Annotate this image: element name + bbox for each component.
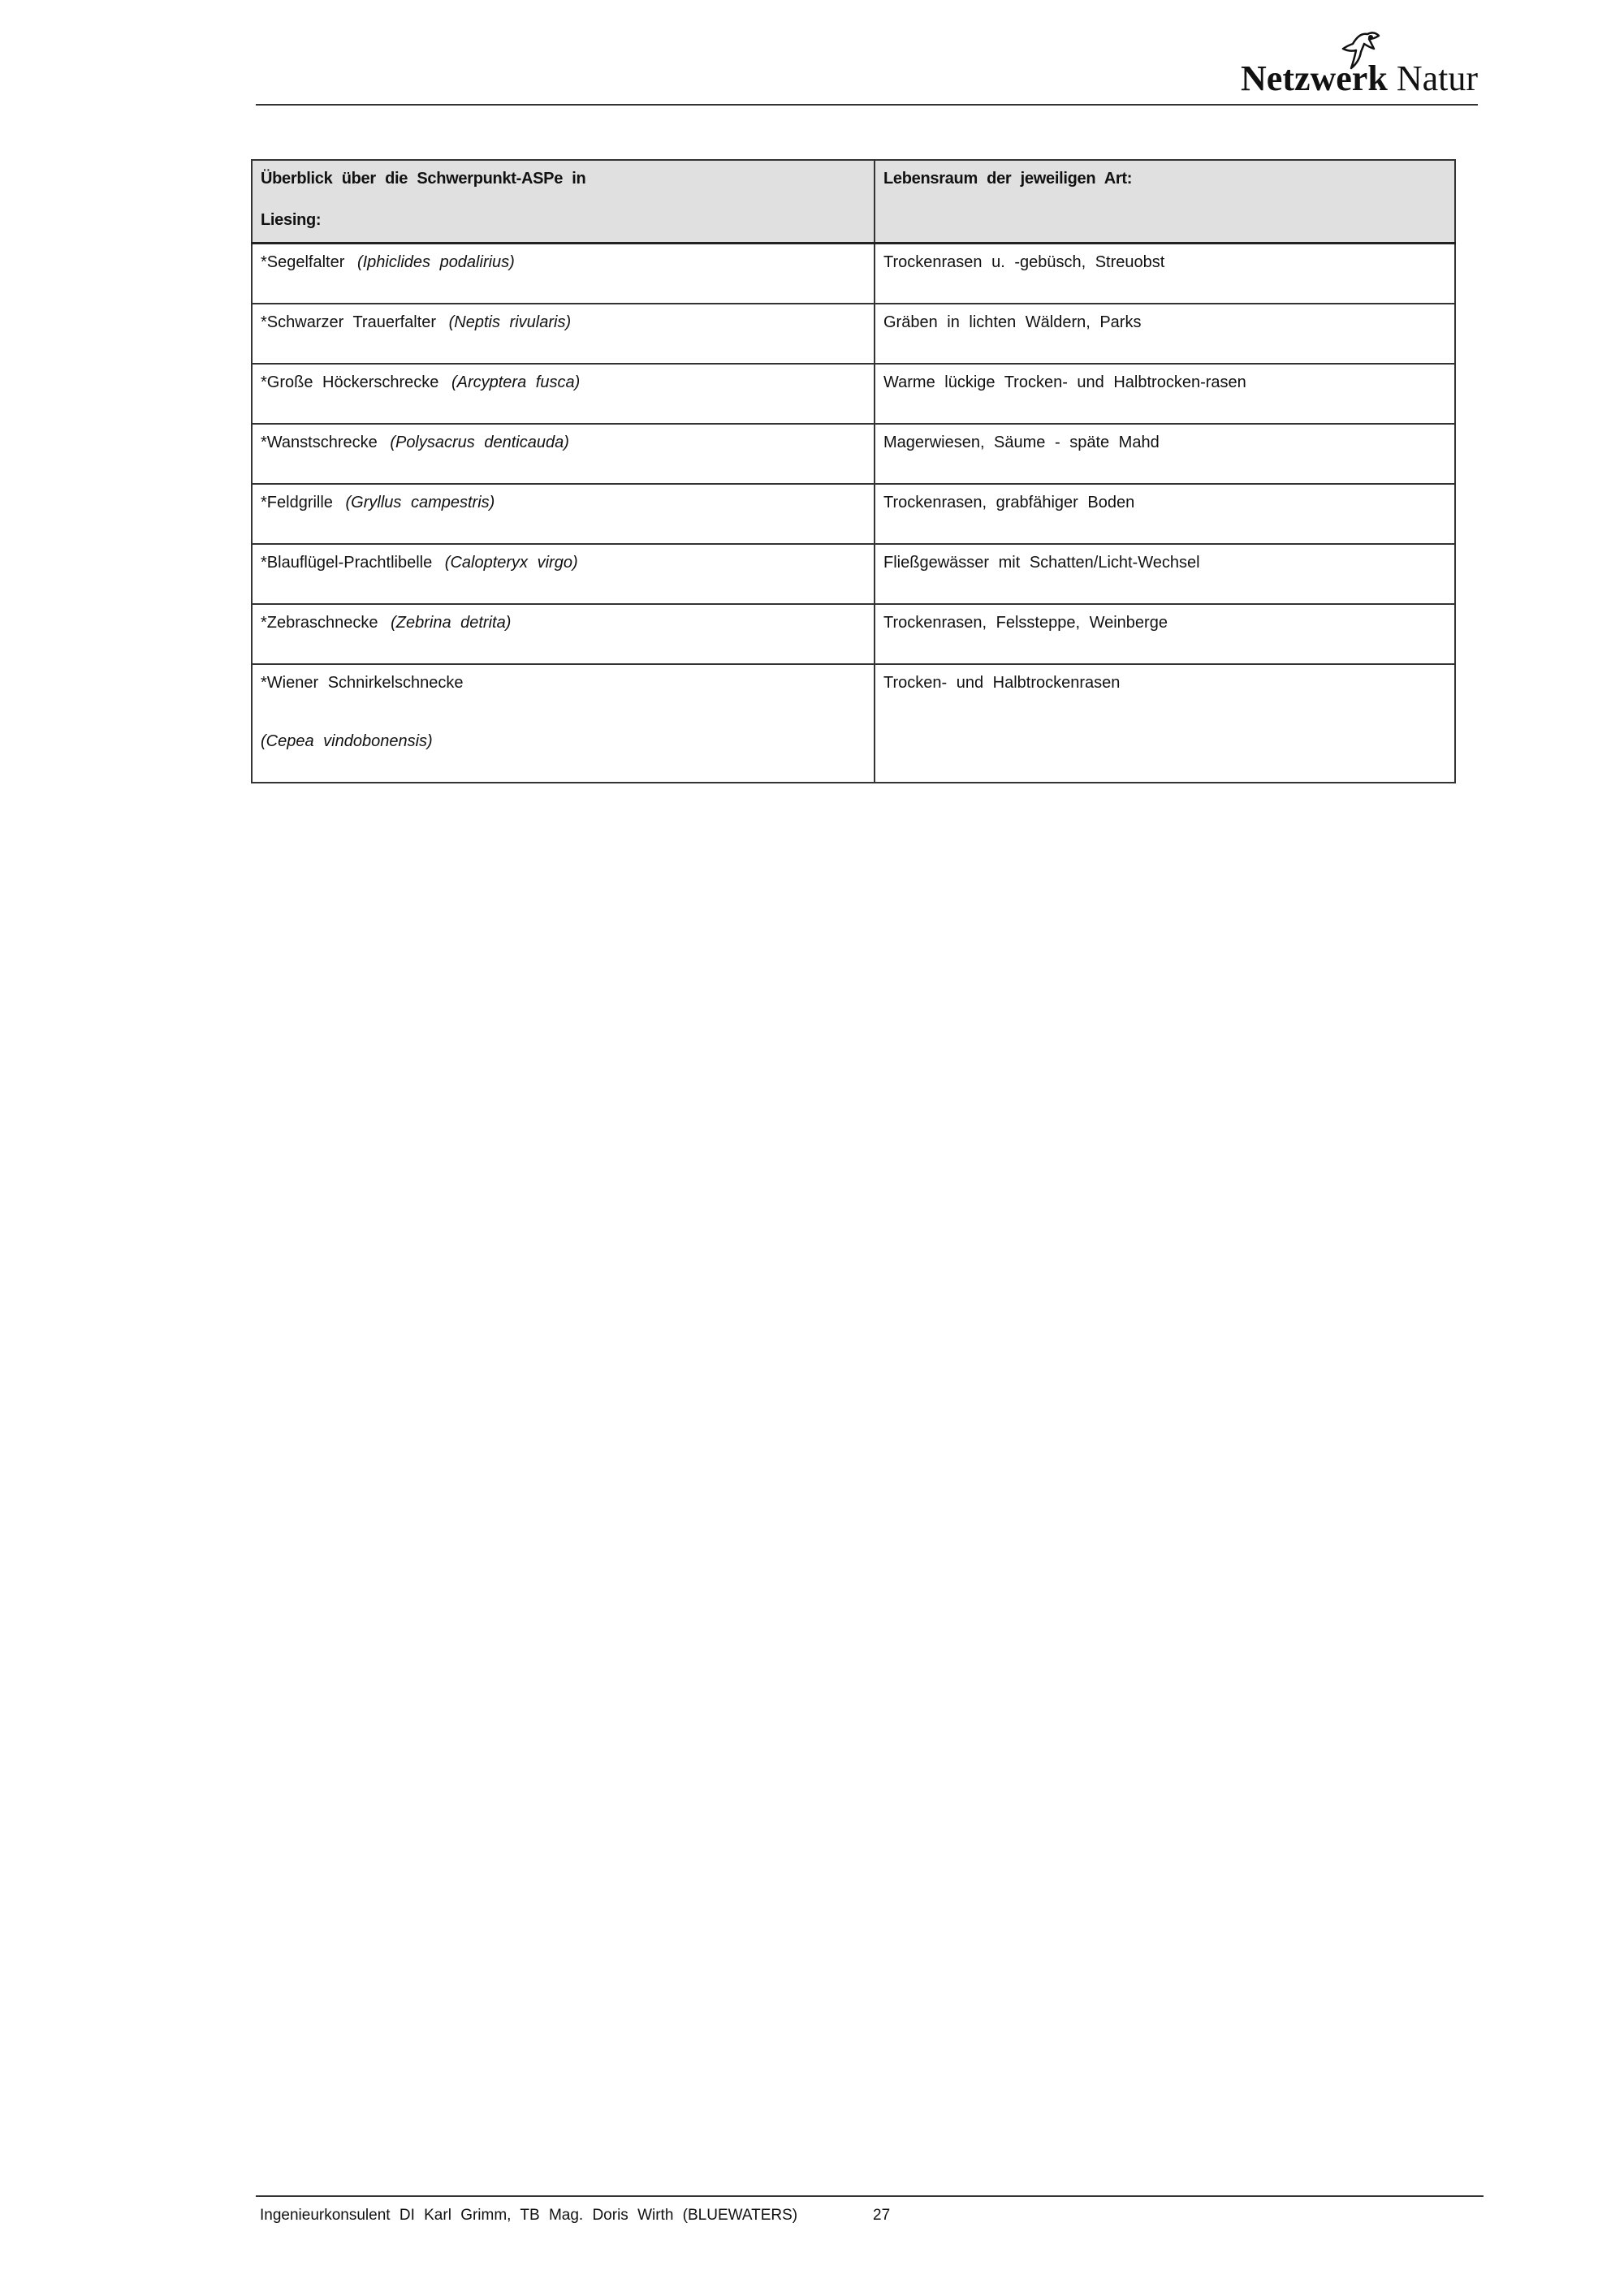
species-cell: [252, 424, 875, 484]
species-scientific-name: (Cepea vindobonensis): [261, 732, 433, 750]
table-row: [252, 544, 1455, 604]
header-cell-habitat: Lebensraum der jeweiligen Art:: [875, 160, 1455, 244]
habitat-cell: Fließgewässer mit Schatten/Licht-Wechsel: [875, 544, 1455, 604]
table-row: [252, 664, 1455, 783]
habitat-cell: Gräben in lichten Wäldern, Parks: [875, 304, 1455, 364]
species-name: *Große Höckerschrecke: [261, 373, 439, 391]
table-header-row: [252, 160, 1455, 244]
page-number: 27: [873, 2207, 891, 2224]
species-name: *Segelfalter: [261, 253, 345, 271]
species-scientific-name: (Arcyptera fusca): [451, 373, 581, 391]
habitat-cell: Trockenrasen u. -gebüsch, Streuobst: [875, 244, 1455, 304]
netzwerk-natur-logo: [1210, 29, 1478, 102]
species-cell: [252, 544, 875, 604]
header-cell-species: [252, 160, 875, 244]
species-scientific-name: (Calopteryx virgo): [444, 554, 578, 572]
table-row: [252, 304, 1455, 364]
species-scientific-name: (Neptis rivularis): [448, 313, 572, 331]
page-header: [256, 29, 1478, 106]
header-species-line1: Überblick über die Schwerpunkt-ASPe in: [261, 170, 586, 188]
species-cell: [252, 664, 875, 783]
habitat-cell: Warme lückige Trocken- und Halbtrocken-rasen: [875, 364, 1455, 424]
footer-author-text: Ingenieurkonsulent DI Karl Grimm, TB Mag. Doris Wirth (BLUEWATERS): [260, 2207, 798, 2224]
species-habitat-table: [251, 159, 1456, 783]
species-cell: [252, 304, 875, 364]
species-name: *Blauflügel-Prachtlibelle: [261, 554, 433, 572]
species-scientific-name: (Polysacrus denticauda): [390, 434, 569, 451]
logo-text-netzwerk: Netzwerk: [1241, 58, 1388, 98]
species-name: *Wanstschrecke: [261, 434, 378, 451]
species-cell: [252, 604, 875, 664]
page-footer: [256, 2195, 1484, 2224]
logo-text-natur: Natur: [1396, 58, 1478, 98]
species-name: *Feldgrille: [261, 494, 333, 511]
table-row: [252, 484, 1455, 544]
species-cell: [252, 484, 875, 544]
table-row: [252, 244, 1455, 304]
species-name: *Wiener Schnirkelschnecke: [261, 674, 464, 692]
habitat-cell: Magerwiesen, Säume - späte Mahd: [875, 424, 1455, 484]
species-scientific-name: (Gryllus campestris): [345, 494, 495, 511]
habitat-cell: Trockenrasen, grabfähiger Boden: [875, 484, 1455, 544]
species-name: *Zebraschnecke: [261, 614, 378, 632]
table-row: [252, 604, 1455, 664]
table-row: [252, 424, 1455, 484]
table-row: [252, 364, 1455, 424]
species-scientific-name: (Iphiclides podalirius): [356, 253, 515, 271]
species-name: *Schwarzer Trauerfalter: [261, 313, 437, 331]
header-species-line2: Liesing:: [261, 211, 322, 229]
species-cell: [252, 244, 875, 304]
species-cell: [252, 364, 875, 424]
species-scientific-name: (Zebrina detrita): [391, 614, 512, 632]
habitat-cell: Trockenrasen, Felssteppe, Weinberge: [875, 604, 1455, 664]
habitat-cell: Trocken- und Halbtrockenrasen: [875, 664, 1455, 783]
